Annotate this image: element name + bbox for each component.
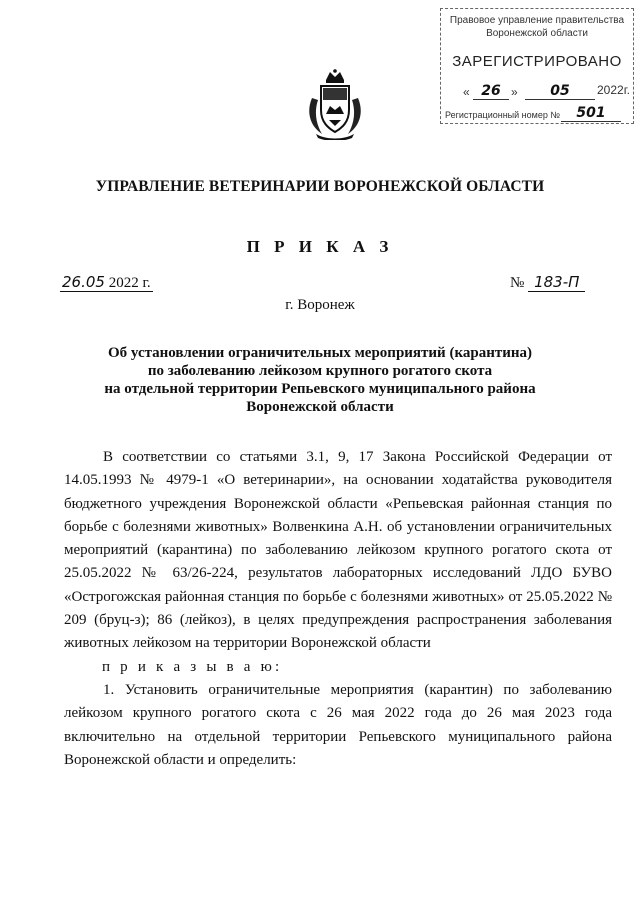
organization-name: УПРАВЛЕНИЕ ВЕТЕРИНАРИИ ВОРОНЕЖСКОЙ ОБЛАСТИ [95, 178, 545, 195]
stamp-reg-number [445, 105, 629, 122]
stamp-reg-number-value: 501 [561, 105, 621, 122]
document-number [510, 273, 585, 292]
subject-line-3: на отдельной территории Репьевского муниципального района [104, 381, 536, 397]
document-subject [0, 344, 640, 416]
stamp-year: 2022г. [597, 83, 630, 97]
stamp-reg-number-label: Регистрационный номер № [445, 110, 561, 120]
document-body [64, 446, 612, 772]
document-type-title: П Р И К А З [246, 237, 394, 256]
stamp-date [447, 83, 630, 103]
stamp-month: 05 [525, 83, 595, 100]
stamp-authority-line2: Воронежской области [486, 28, 588, 39]
document-date-year: 2022 г. [108, 275, 151, 291]
stamp-quote-close: » [511, 85, 518, 99]
stamp-authority-line1: Правовое управление правительства [449, 15, 625, 26]
stamp-quote-open: « [463, 85, 470, 99]
stamp-registered-label: ЗАРЕГИСТРИРОВАНО [452, 53, 622, 70]
preamble-paragraph: В соответствии со статьями 3.1, 9, 17 Закона Российской Федерации от 14.05.1993 № 4979-1 «О ветеринарии», на основании ходатайства руководителя бюджетного учреждения Воронежской области «Репьевская районная станция по борьбе с болезнями животных» Волвенкина А.Н. об установлении ограничительных мероприятий (карантина) по заболеванию лейкозом крупного рогатого скота от 25.05.2022 № 63/26-224, результатов лабораторных исследований ЛДО БУВО «Острогожская районная станция по борьбе с болезнями животных» от 25.05.2022 № 209 (бруц-з); 86 (лейкоз), в целях предупреждения распространения заболевания животных лейкозом на территории Воронежской области [64, 449, 612, 652]
registration-stamp [440, 8, 634, 124]
document-date-handwritten: 26.05 [62, 273, 105, 291]
order-item-1: 1. Установить ограничительные мероприятия (карантин) по заболеванию лейкозом крупного рогатого скота с 26 мая 2022 года до 26 мая 2023 года включительно на отдельной территории Репьевского муниципального района Воронежской области и определить: [64, 681, 612, 768]
document-number-handwritten: 183-П [528, 273, 585, 292]
coat-of-arms-icon [304, 68, 366, 140]
order-word: п р и к а з ы в а ю: [102, 658, 283, 675]
subject-line-1: Об установлении ограничительных мероприятий (карантина) [107, 345, 532, 361]
document-number-prefix: № [510, 275, 525, 291]
document-city: г. Воронеж [285, 297, 355, 313]
subject-line-4: Воронежской области [246, 399, 394, 415]
stamp-day: 26 [473, 83, 509, 100]
subject-line-2: по заболеванию лейкозом крупного рогатого скота [147, 363, 493, 379]
document-date [60, 273, 153, 292]
